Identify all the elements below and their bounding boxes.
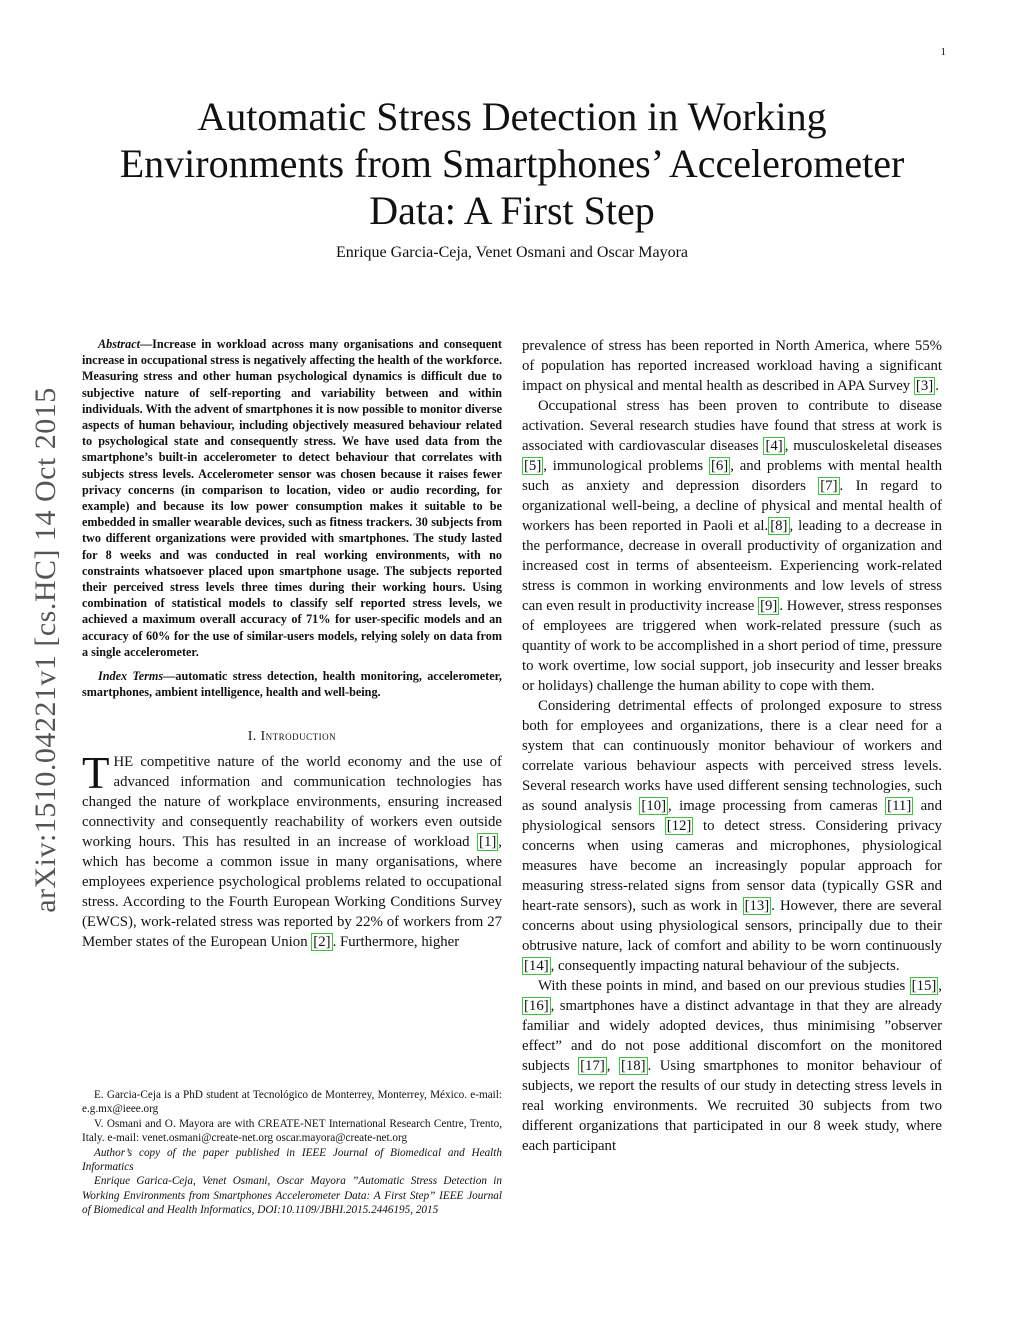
paragraph-text: and physiological sensors — [522, 798, 942, 834]
citation-link[interactable]: [11] — [887, 798, 912, 814]
paragraph-text: , — [606, 1058, 619, 1074]
paragraph-text: , musculoskeletal diseases — [784, 438, 943, 454]
citation-link[interactable]: [13] — [744, 898, 770, 914]
paragraph-text: , — [938, 978, 942, 994]
intro-paragraph-1 — [82, 748, 502, 952]
citation-link[interactable]: [3] — [915, 378, 934, 394]
page-number: 1 — [940, 46, 946, 58]
citation-link[interactable]: [4] — [765, 438, 783, 454]
citation-link[interactable]: [18] — [620, 1058, 646, 1074]
abstract-label: Abstract — [98, 337, 140, 351]
left-column — [82, 336, 502, 952]
paragraph-text: , leading to a decrease in the performance, decrease in overall productivity of organization and increased cost in terms of absenteeism. Experiencing work-related stress is common in working environments and low levels of stress can even result in productivity increase — [522, 518, 942, 614]
paragraph-text: , smartphones have a distinct advantage in that they are already familiar and widely adopted devices, thus minimising ”observer effect” and do not pose additional discomfort on the monitored subjects — [522, 998, 942, 1074]
footnote-authors-2-3: V. Osmani and O. Mayora are with CREATE-NET International Research Centre, Trento, Italy. e-mail: venet.osmani@create-net.org oscar.mayora@create-net.org — [82, 1117, 502, 1145]
paragraph-text: . Using smartphones to monitor behaviour of subjects, we report the results of our study in detecting stress levels in real working environments. We recruited 30 subjects from two different organizations that participated in our 8 week study, where each participant — [522, 1058, 942, 1154]
paragraph-text: , which has become a common issue in many organisations, where employees experience psychological problems related to occupational stress. According to the Fourth European Working Conditions Survey (EWCS), work-related stress was reported by 22% of workers from 27 Member states of the European Union — [82, 834, 502, 951]
right-paragraph-1 — [522, 336, 942, 396]
section-heading-introduction — [82, 728, 502, 744]
paragraph-text: Occupational stress has been proven to contribute to disease activation. Several research studies have found that stress at work is associated with cardiovascular diseases — [522, 398, 942, 454]
drop-cap: T — [82, 748, 110, 799]
paragraph-text: , immunological problems — [543, 458, 709, 474]
paper-title: Automatic Stress Detection in Working Environments from Smartphones’ Accelerometer Data: A First Step — [119, 94, 905, 233]
paragraph-text: Considering detrimental effects of prolonged exposure to stress both for employees and organizations, there is a clear need for a system that can continuously monitor behaviour of workers and correlate various behaviour aspects with perceived stress levels. Several research works have used different sensing technologies, such as sound analysis — [522, 698, 942, 814]
paragraph-text: . — [935, 378, 939, 394]
paragraph-text: to detect stress. Considering privacy concerns when using cameras and microphones, physiological measures have become an increasingly popular approach for measuring stress-related signs from sensor data (typically GSR and heart-rate sensors), such as work in — [522, 818, 942, 914]
paragraph-text: . In regard to organizational well-being, a decline of physical and mental health of workers has been reported in Paoli et al. — [522, 478, 943, 534]
citation-link[interactable]: [8] — [770, 518, 788, 534]
right-paragraph-2 — [522, 396, 942, 696]
arxiv-identifier-stamp: arXiv:1510.04221v1 [cs.HC] 14 Oct 2015 — [29, 387, 62, 913]
index-terms-text: —automatic stress detection, health monitoring, accelerometer, smartphones, ambient intelligence, health and well-being. — [82, 669, 502, 700]
paragraph-text: prevalence of stress has been reported in North America, where 55% of population has reported increased workload having a significant impact on physical and mental health as described in APA Survey — [522, 338, 942, 394]
citation-link[interactable]: [16] — [524, 998, 549, 1014]
footnote-copy-note: Author’s copy of the paper published in IEEE Journal of Biomedical and Health Informatics — [82, 1146, 502, 1174]
paragraph-text: , and problems with mental health such as anxiety and depression disorders — [522, 458, 942, 494]
footnotes — [82, 1088, 502, 1218]
citation-link[interactable]: [9] — [760, 598, 778, 614]
index-terms-label: Index Terms — [98, 669, 164, 684]
author-list: Enrique Garcia-Ceja, Venet Osmani and Oscar Mayora — [335, 244, 688, 261]
footnote-citation: Enrique Garica-Ceja, Venet Osmani, Oscar Mayora ”Automatic Stress Detection in Working Environments from Smartphones Accelerometer Data: A First Step” IEEE Journal of Biomedical and Health Informatics, DOI:10.1109/JBHI.2015.2446195, 2015 — [82, 1175, 502, 1217]
abstract-text: —Increase in workload across many organisations and consequent increase in occupational stress is negatively affecting the health of the workforce. Measuring stress and other human psychological dynamics is difficult due to subjective nature of self-reporting and variability between and within individuals. With the advent of smartphones it is now possible to monitor diverse aspects of human behaviour, including objectively measured behaviour related to psychological state and consequently stress. We have used data from the smartphone’s built-in accelerometer to detect behaviour that correlates with subjects stress levels. Accelerometer sensor was chosen because it raises fewer privacy concerns (in comparison to location, video or audio recording, for example) and because its low power consumption makes it suitable to be embedded in smaller wearable devices, such as fitness trackers. 30 subjects from two different organizations were provided with smartphones. The study lasted for 8 weeks and was conducted in real working environments, with no constraints whatsoever placed upon smartphone usage. The subjects reported their perceived stress levels three times during their working hours. Using combination of statistical models to classify self reported stress levels, we achieved a maximum overall accuracy of 71% for user-specific models and an accuracy of 60% for the use of similar-users models, relying solely on data from a single accelerometer. — [82, 337, 502, 659]
index-terms — [82, 668, 502, 700]
paragraph-text: . Furthermore, higher — [332, 934, 460, 951]
citation-link[interactable]: [15] — [911, 978, 937, 994]
paragraph-text: . However, stress responses of employees are triggered when work-related pressure (such as quantity of work to be accomplished in a short period of time, pressure to work overtime, low social support, job insecurity and lesser breaks or holidays) challenge the human ability to cope with them. — [522, 598, 942, 694]
citation-link[interactable]: [1] — [479, 834, 497, 851]
citation-link[interactable]: [12] — [666, 818, 692, 834]
section-title: Introduction — [260, 728, 337, 744]
footnote-author-1: E. Garcia-Ceja is a PhD student at Tecnológico de Monterrey, Monterrey, México. e-mail: e.g.mx@ieee.org — [82, 1089, 502, 1116]
citation-link[interactable]: [2] — [313, 934, 331, 951]
citation-link[interactable]: [10] — [641, 798, 667, 814]
right-paragraph-3 — [522, 696, 942, 976]
citation-link[interactable]: [17] — [580, 1058, 605, 1074]
right-column — [522, 336, 942, 1156]
section-numeral: I. — [247, 728, 257, 744]
citation-link[interactable]: [14] — [524, 958, 549, 974]
paragraph-text: With these points in mind, and based on our previous studies — [538, 978, 910, 994]
right-paragraph-4 — [522, 976, 942, 1156]
abstract — [82, 336, 502, 660]
paragraph-text: competitive nature of the world economy and the use of advanced information and communication technologies has changed the nature of workplace environments, ensuring increased connectivity and consequently reachability of workers even outside working hours. This has resulted in an increase of workload — [82, 754, 502, 851]
paragraph-text: , image processing from cameras — [668, 798, 886, 814]
citation-link[interactable]: [7] — [820, 478, 838, 494]
citation-link[interactable]: [5] — [524, 458, 542, 474]
smallcaps-lead: HE — [113, 754, 134, 771]
citation-link[interactable]: [6] — [710, 458, 729, 474]
paragraph-text: , consequently impacting natural behaviour of the subjects. — [550, 958, 900, 974]
paragraph-text: . However, there are several concerns about using physiological sensors, principally due to their obtrusive nature, lack of comfort and ability to be worn continuously — [522, 898, 942, 954]
